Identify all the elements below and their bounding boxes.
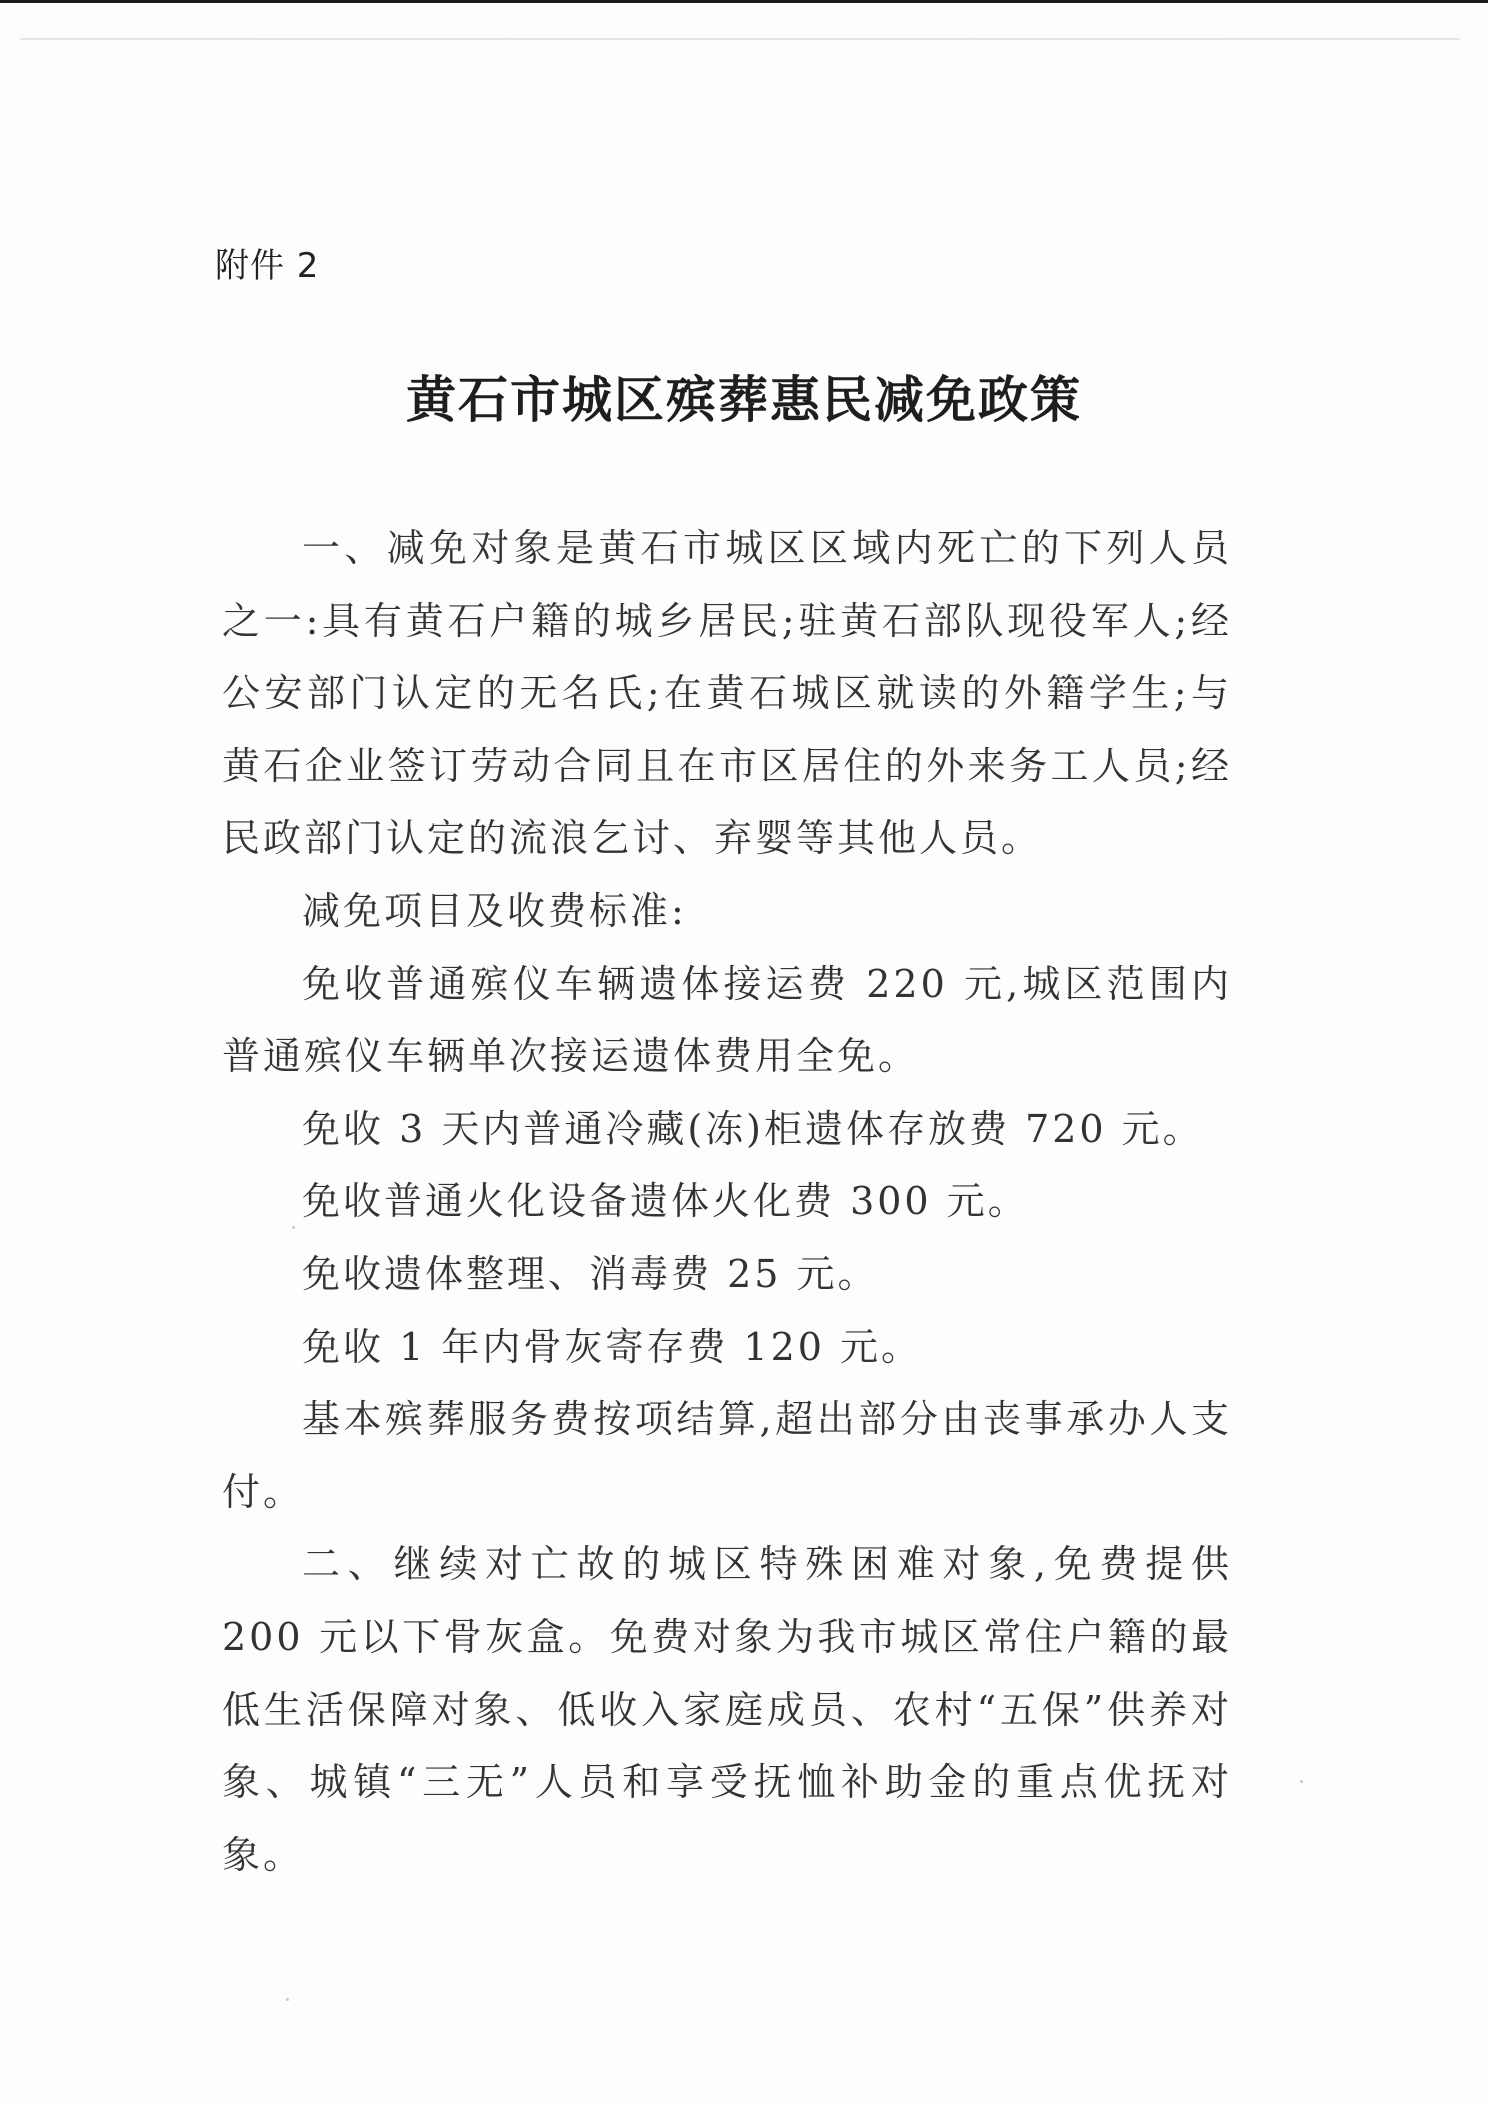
attachment-label: 附件 2 <box>215 246 320 286</box>
paragraph-cremation-fee: 免收普通火化设备遗体火化费 300 元。 <box>302 1179 1029 1224</box>
scan-speck <box>292 1226 295 1229</box>
paragraph-exemption-targets: 一、减免对象是黄石市城区区域内死亡的下列人员之一:具有黄石户籍的城乡居民;驻黄石部队现役军人;经公安部门认定的无名氏;在黄石城区就读的外籍学生;与黄石企业签订劳动合同且在市区居住的外来务工人员;经民政部门认定的流浪乞讨、弃婴等其他人员。 <box>222 526 1232 861</box>
paragraph-transport-fee: 免收普通殡仪车辆遗体接运费 220 元,城区范围内普通殡仪车辆单次接运遗体费用全免。 <box>222 961 1232 1079</box>
scan-top-edge <box>0 0 1488 3</box>
scan-speck <box>286 1998 289 2001</box>
paragraph-ash-storage-fee: 免收 1 年内骨灰寄存费 120 元。 <box>302 1324 923 1369</box>
document-title: 黄石市城区殡葬惠民减免政策 <box>406 370 1082 429</box>
scan-shadow-line <box>20 38 1460 40</box>
paragraph-urn-provision: 二、继续对亡故的城区特殊困难对象,免费提供 200 元以下骨灰盒。免费对象为我市城区常住户籍的最低生活保障对象、低收入家庭成员、农村“五保”供养对象、城镇“三无”人员和享受抚恤补助金的重点优抚对象。 <box>222 1542 1232 1877</box>
paragraph-settlement: 基本殡葬服务费按项结算,超出部分由丧事承办人支付。 <box>222 1397 1232 1514</box>
paragraph-items-heading: 减免项目及收费标准: <box>302 888 687 933</box>
paragraph-storage-fee: 免收 3 天内普通冷藏(冻)柜遗体存放费 720 元。 <box>302 1106 1204 1151</box>
document-body <box>222 512 1232 1891</box>
paragraph-disinfection-fee: 免收遗体整理、消毒费 25 元。 <box>302 1251 879 1296</box>
scan-speck <box>1300 1780 1303 1783</box>
